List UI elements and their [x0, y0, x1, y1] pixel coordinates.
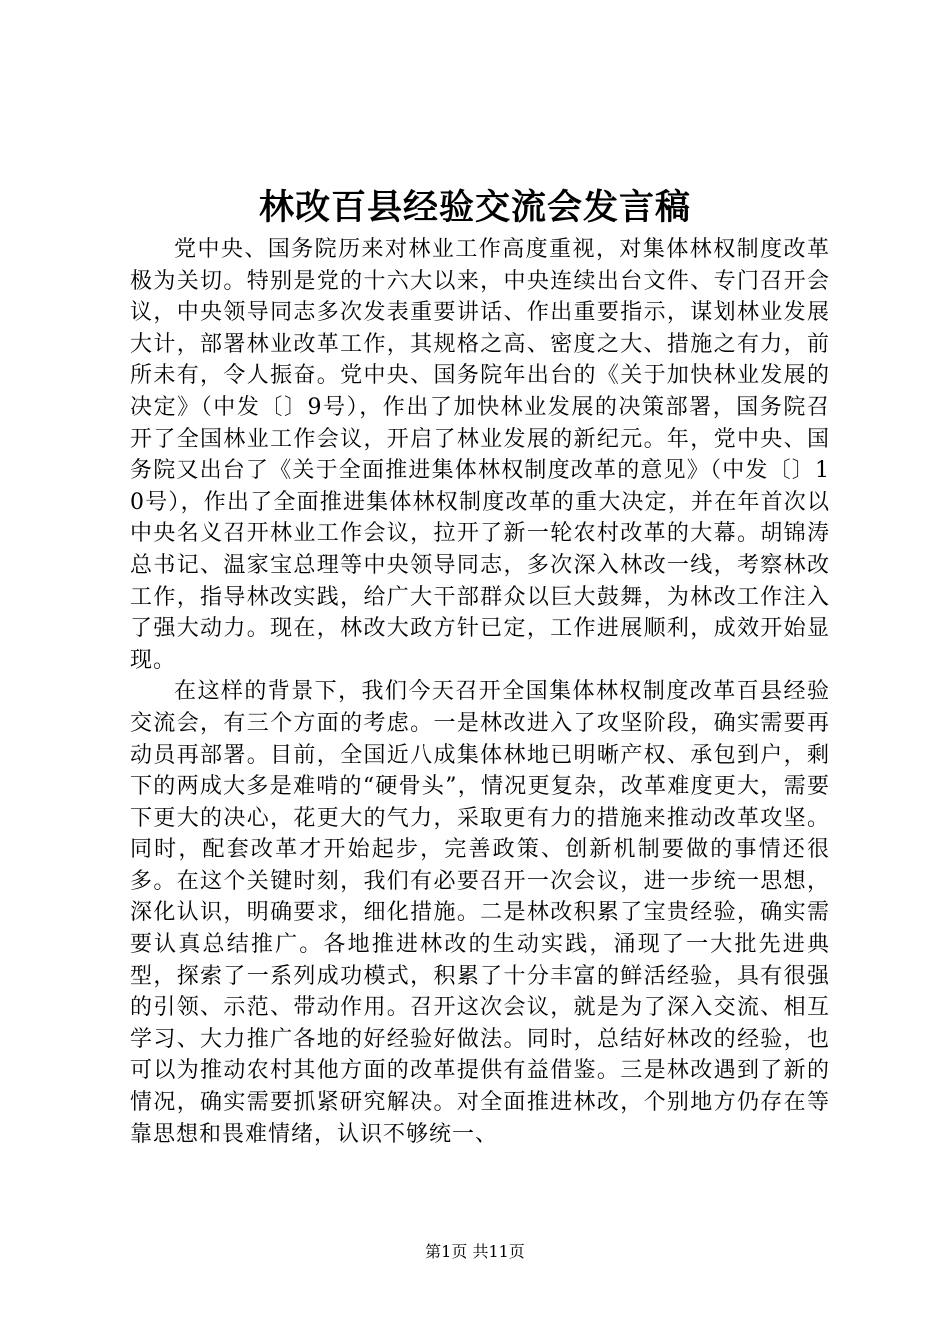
paragraph-2: 在这样的背景下，我们今天召开全国集体林权制度改革百县经验交流会，有三个方面的考虑。一是林改进入了攻坚阶段，确实需要再动员再部署。目前，全国近八成集体林地已明晰产权、承包到户，剩下的两成大多是难啃的“硬骨头”，情况更复杂，改革难度更大，需要下更大的决心，花更大的气力，采取更有力的措施来推动改革攻坚。同时，配套改革才开始起步，完善政策、创新机制要做的事情还很多。在这个关键时刻，我们有必要召开一次会议，进一步统一思想，深化认识，明确要求，细化措施。二是林改积累了宝贵经验，确实需要认真总结推广。各地推进林改的生动实践，涌现了一大批先进典型，探索了一系列成功模式，积累了十分丰富的鲜活经验，具有很强的引领、示范、带动作用。召开这次会议，就是为了深入交流、相互学习、大力推广各地的好经验好做法。同时，总结好林改的经验，也可以为推动农村其他方面的改革提供有益借鉴。三是林改遇到了新的情况，确实需要抓紧研究解决。对全面推进林改，个别地方仍存在等靠思想和畏难情绪，认识不够统一、 [130, 679, 830, 1147]
page-number-footer: 第1页 共11页 [425, 1242, 525, 1261]
paragraph-1: 党中央、国务院历来对林业工作高度重视，对集体林权制度改革极为关切。特别是党的十六大以来，中央连续出台文件、专门召开会议，中央领导同志多次发表重要讲话、作出重要指示，谋划林业发展大计，部署林业改革工作，其规格之高、密度之大、措施之有力，前所未有，令人振奋。党中央、国务院年出台的《关于加快林业发展的决定》（中发〔〕9号），作出了加快林业发展的决策部署，国务院召开了全国林业工作会议，开启了林业发展的新纪元。年，党中央、国务院又出台了《关于全面推进集体林权制度改革的意见》（中发〔〕10号），作出了全面推进集体林权制度改革的重大决定，并在年首次以中央名义召开林业工作会议，拉开了新一轮农村改革的大幕。胡锦涛总书记、温家宝总理等中央领导同志，多次深入林改一线，考察林改工作，指导林改实践，给广大干部群众以巨大鼓舞，为林改工作注入了强大动力。现在，林改大政方针已定，工作进展顺利，成效开始显现。 [130, 237, 830, 673]
document-title: 林改百县经验交流会发言稿 [258, 187, 691, 228]
document-body [130, 234, 830, 1150]
